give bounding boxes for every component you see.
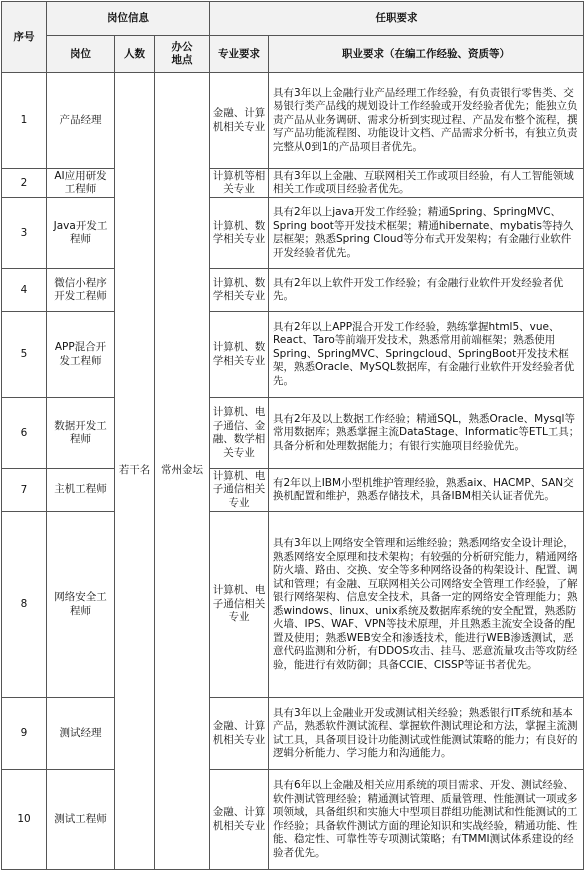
header-job-req: 职业要求（在编工作经验、资质等） (269, 36, 584, 73)
row-major: 计算机、电子通信相关专业 (210, 469, 269, 512)
header-location-line2: 地点 (171, 54, 193, 66)
row-no: 5 (2, 312, 47, 398)
header-requirements: 任职要求 (210, 2, 584, 36)
row-major: 计算机、数学相关专业 (210, 198, 269, 269)
row-major: 计算机、电子通信、金融、数学相关专业 (210, 398, 269, 469)
row-position: 微信小程序开发工程师 (47, 269, 115, 312)
row-no: 7 (2, 469, 47, 512)
row-requirement: 具有2年以上java开发工作经验；精通Spring、SpringMVC、Spring boot等开发技术框架；精通hibernate、mybatis等持久层框架；熟悉Spring Cloud等分布式开发架构；有金融行业软件开发经验者优先。 (269, 198, 584, 269)
row-major: 计算机、电子通信相关专业 (210, 512, 269, 698)
row-requirement: 具有2年以上软件开发工作经验；有金融行业软件开发经验者优先。 (269, 269, 584, 312)
table-row (2, 269, 584, 312)
row-major: 金融、计算机相关专业 (210, 770, 269, 870)
row-position: 网络安全工程师 (47, 512, 115, 698)
row-position: APP混合开发工程师 (47, 312, 115, 398)
table-row (2, 770, 584, 870)
row-position: AI应用研发工程师 (47, 169, 115, 198)
row-no: 3 (2, 198, 47, 269)
row-requirement: 具有3年以上网络安全管理和运维经验；熟悉网络安全设计理论，熟悉网络安全原理和技术架构；有较强的分析研究能力，精通网络防火墙、路由、交换、安全等多种网络设备的构架设计、配置、调试和管理；有金融、互联网相关公司网络安全管理工作经验，了解银行网络架构、信息安全技术，具备一定的网络安全管理能力；熟悉windows、linux、unix系统及数据库系统的安全配置，熟悉防火墙、IPS、WAF、VPN等技术原理，并且熟悉主流安全设备的配置及使用；熟悉WEB安全和渗透技术，能进行WEB渗透测试，恶意代码监测和分析，有DDOS攻击、挂马、恶意流量攻击等攻防经验，能进行有效防御；具备CCIE、CISSP等证书者优先。 (269, 512, 584, 698)
table-row (2, 698, 584, 770)
row-major: 计算机、数学相关专业 (210, 312, 269, 398)
table-row (2, 73, 584, 169)
row-requirement: 具有6年以上金融及相关应用系统的项目需求、开发、测试经验、软件测试管理经验；精通测试管理、质量管理、性能测试一项或多项领域，具备组织和实施大中型项目群组功能测试和性能测试的工作经验；具备软件测试方面的理论知识和实战经验，精通功能、性能、稳定性、可靠性等专项测试策略；有TMMI测试体系建设的经验者优先。 (269, 770, 584, 870)
row-position: 主机工程师 (47, 469, 115, 512)
row-no: 9 (2, 698, 47, 770)
header-seq: 序号 (2, 2, 47, 73)
row-no: 1 (2, 73, 47, 169)
row-no: 6 (2, 398, 47, 469)
row-requirement: 具有3年以上金融、互联网相关工作或项目经验，有人工智能领域相关工作或项目经验者优先。 (269, 169, 584, 198)
row-position: 数据开发工程师 (47, 398, 115, 469)
row-major: 金融、计算机相关专业 (210, 698, 269, 770)
row-major: 计算机等相关专业 (210, 169, 269, 198)
row-requirement: 具有3年以上金融业开发或测试相关经验；熟悉银行IT系统和基本产品，熟悉软件测试流程、掌握软件测试理论和方法，掌握主流测试工具，具备项目设计功能测试或性能测试策略的能力；有良好的逻辑分析能力、学习能力和沟通能力。 (269, 698, 584, 770)
recruitment-table (1, 1, 584, 870)
header-position: 岗位 (47, 36, 115, 73)
row-position: Java开发工程师 (47, 198, 115, 269)
row-requirement: 具有2年及以上数据工作经验；精通SQL，熟悉Oracle、Mysql等常用数据库；熟悉掌握主流DataStage、Informatic等ETL工具；具备分析和处理数据能力；有银行实施项目经验优先。 (269, 398, 584, 469)
row-no: 2 (2, 169, 47, 198)
table-row (2, 198, 584, 269)
header-row-2 (2, 36, 584, 73)
row-requirement: 具有3年以上金融行业产品经理工作经验，有负责银行零售类、交易银行类产品线的规划设计工作经验或开发经验者优先；能独立负责产品从业务调研、需求分析到实现过程、产品发布整个流程，撰写产品功能流程图、功能设计文档、产品需求分析书，有独立负责完整从0到1的产品项目者优先。 (269, 73, 584, 169)
header-major: 专业要求 (210, 36, 269, 73)
row-major: 金融、计算机相关专业 (210, 73, 269, 169)
row-requirement: 具有2年以上APP混合开发工作经验，熟练掌握html5、vue、React、Taro等前端开发技术，熟悉常用前端框架；熟悉使用Spring、SpringMVC、Springcloud、SpringBoot开发技术框架，熟悉Oracle、MySQL数据库，有金融行业软件开发经验者优先。 (269, 312, 584, 398)
table-row (2, 169, 584, 198)
row-no: 10 (2, 770, 47, 870)
row-major: 计算机、数学相关专业 (210, 269, 269, 312)
row-no: 4 (2, 269, 47, 312)
row-requirement: 有2年以上IBM小型机维护管理经验，熟悉aix、HACMP、SAN交换机配置和维护，熟悉存储技术，具备IBM相关认证者优先。 (269, 469, 584, 512)
header-location (155, 36, 210, 73)
header-position-info: 岗位信息 (47, 2, 210, 36)
table-row (2, 469, 584, 512)
table-row (2, 312, 584, 398)
recruitment-table-container (1, 1, 584, 870)
header-headcount: 人数 (115, 36, 155, 73)
row-position: 产品经理 (47, 73, 115, 169)
shared-location: 常州金坛 (155, 73, 210, 870)
shared-headcount: 若干名 (115, 73, 155, 870)
table-row (2, 512, 584, 698)
row-position: 测试工程师 (47, 770, 115, 870)
row-no: 8 (2, 512, 47, 698)
header-location-line1: 办公 (171, 41, 193, 53)
row-position: 测试经理 (47, 698, 115, 770)
header-row-1 (2, 2, 584, 36)
table-row (2, 398, 584, 469)
